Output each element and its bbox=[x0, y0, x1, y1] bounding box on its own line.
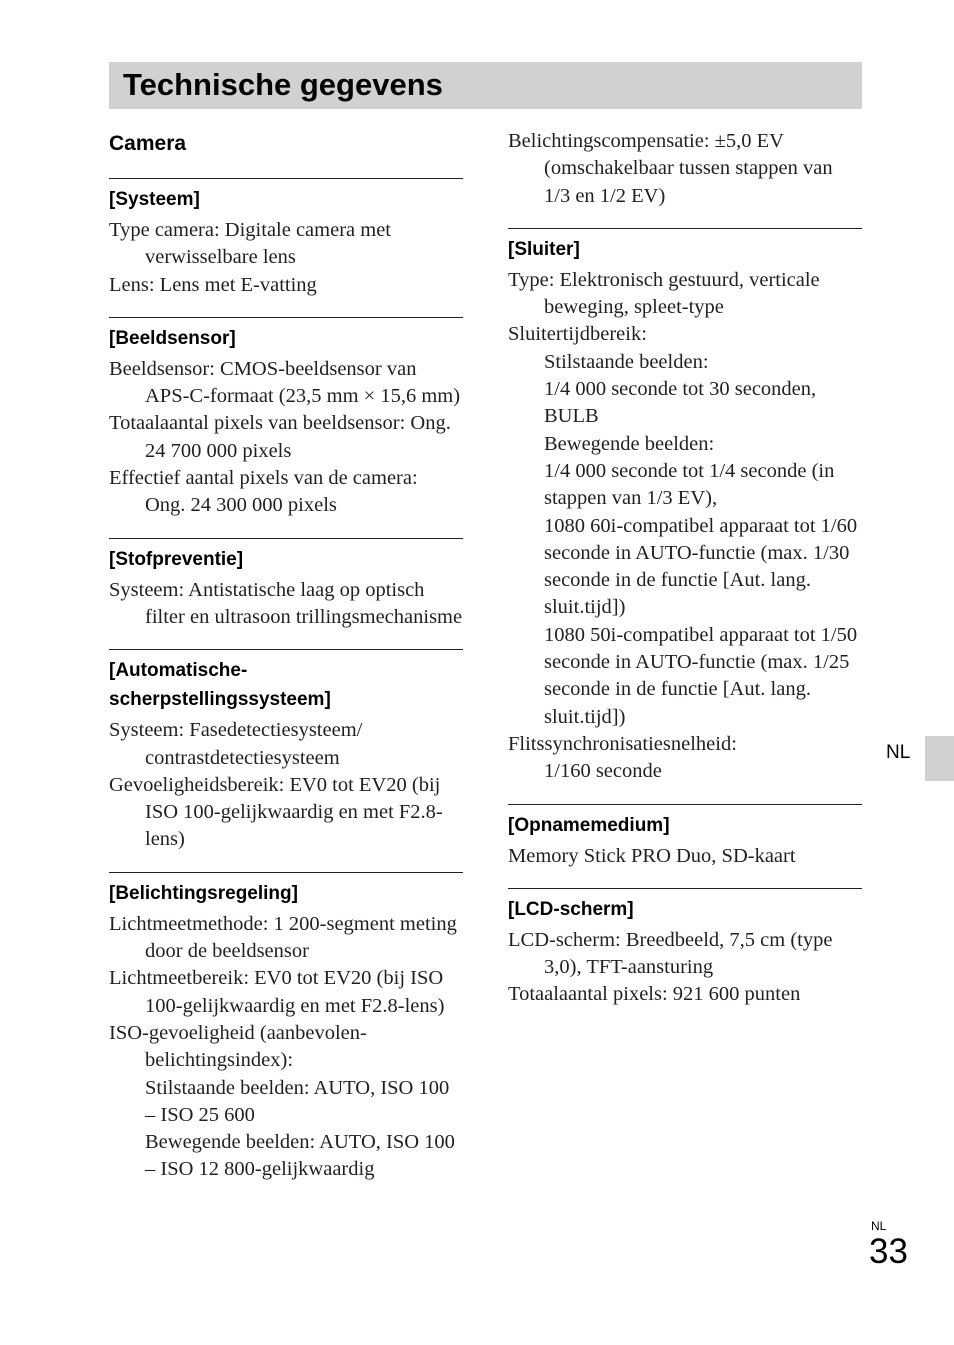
spec-section bbox=[109, 872, 463, 1184]
footer-language: NL bbox=[871, 1219, 887, 1233]
spec-subentry: Stilstaande beelden: bbox=[544, 350, 709, 373]
spec-entry-text: Lichtmeetbereik: EV0 tot EV20 (bij ISO 100-gelijkwaardig en met F2.8-lens) bbox=[109, 967, 445, 1017]
spec-entry bbox=[109, 911, 463, 966]
spec-entry bbox=[508, 267, 862, 322]
spec-entry-text: Type camera: Digitale camera met verwisselbare lens bbox=[109, 219, 391, 269]
spec-subentry: 1080 60i-compatibel apparaat tot 1/60 seconde in AUTO-functie (max. 1/30 seconde in de functie [Aut. lang. sluit.tijd]) bbox=[544, 514, 858, 619]
spec-subentry: Bewegende beelden: bbox=[544, 432, 715, 455]
section-title: [Stofpreventie] bbox=[109, 548, 244, 570]
right-sections bbox=[508, 228, 862, 1009]
spec-entry-text: LCD-scherm: Breedbeeld, 7,5 cm (type 3,0), TFT-aansturing bbox=[508, 928, 833, 979]
spec-entry-text: Gevoeligheidsbereik: EV0 tot EV20 (bij ISO 100-gelijkwaardig en met F2.8-lens) bbox=[109, 773, 443, 851]
right-lead-entries bbox=[508, 128, 862, 210]
language-tab-label: NL bbox=[886, 742, 911, 763]
spec-entry-text: Totaalaantal pixels van beeldsensor: Ong. 24 700 000 pixels bbox=[109, 412, 451, 462]
section-title: [Automatische-scherpstellingssysteem] bbox=[109, 660, 331, 711]
spec-subentry: 1/4 000 seconde tot 30 seconden, BULB bbox=[544, 378, 817, 428]
spec-entry bbox=[508, 731, 862, 786]
left-sections bbox=[109, 178, 463, 1184]
spec-subentry: Stilstaande beelden: AUTO, ISO 100 – ISO 25 600 bbox=[145, 1076, 450, 1126]
spec-subentry: Bewegende beelden: AUTO, ISO 100 – ISO 12 800-gelijkwaardig bbox=[145, 1131, 455, 1181]
spec-entry bbox=[109, 272, 463, 299]
spec-entry bbox=[109, 772, 463, 854]
spec-entry-text: Totaalaantal pixels: 921 600 punten bbox=[508, 983, 801, 1006]
spec-entry-text: ISO-gevoeligheid (aanbevolen-belichtingsindex): bbox=[109, 1021, 367, 1072]
page-number: 33 bbox=[869, 1232, 908, 1271]
section-title: [Beeldsensor] bbox=[109, 327, 236, 349]
spec-entry bbox=[508, 927, 862, 982]
spec-entry bbox=[109, 965, 463, 1020]
spec-entry-text: Memory Stick PRO Duo, SD-kaart bbox=[508, 844, 796, 867]
spec-subentry: 1/4 000 seconde tot 1/4 seconde (in stappen van 1/3 EV), bbox=[544, 459, 835, 510]
spec-entry bbox=[109, 410, 463, 465]
title-bar bbox=[109, 62, 862, 109]
spec-entry bbox=[508, 321, 862, 730]
section-title: [Sluiter] bbox=[508, 238, 580, 260]
spec-section bbox=[508, 228, 862, 786]
spec-subentry: 1/160 seconde bbox=[544, 760, 662, 783]
language-tab bbox=[925, 736, 954, 781]
spec-entry bbox=[508, 843, 862, 870]
spec-entry bbox=[109, 577, 463, 632]
section-title: [Opnamemedium] bbox=[508, 814, 670, 836]
spec-entry bbox=[109, 717, 463, 772]
spec-section bbox=[508, 888, 862, 1009]
page-title: Technische gegevens bbox=[123, 67, 443, 102]
spec-subentry: 1080 50i-compatibel apparaat tot 1/50 seconde in AUTO-functie (max. 1/25 seconde in de functie [Aut. lang. sluit.tijd]) bbox=[544, 623, 858, 728]
spec-entry-text: Effectief aantal pixels van de camera: Ong. 24 300 000 pixels bbox=[109, 467, 418, 517]
spec-entry-text: Flitssynchronisatiesnelheid: bbox=[508, 732, 737, 755]
spec-entry bbox=[109, 465, 463, 520]
spec-section bbox=[109, 538, 463, 632]
spec-entry-text: Systeem: Antistatische laag op optisch filter en ultrasoon trillingsmechanisme bbox=[109, 578, 463, 628]
left-column bbox=[109, 128, 463, 1202]
section-title: [Systeem] bbox=[109, 189, 200, 210]
spec-section bbox=[508, 804, 862, 870]
section-title: [Belichtingsregeling] bbox=[109, 882, 298, 904]
spec-entry-text: Lens: Lens met E-vatting bbox=[109, 273, 317, 296]
spec-section bbox=[109, 178, 463, 299]
spec-entry bbox=[508, 981, 862, 1008]
spec-entry-text: Type: Elektronisch gestuurd, verticale beweging, spleet-type bbox=[508, 268, 820, 319]
spec-section bbox=[109, 649, 463, 853]
spec-entry bbox=[508, 128, 862, 210]
spec-entry-text: Systeem: Fasedetectiesysteem/ contrastdetectiesysteem bbox=[109, 719, 363, 769]
spec-entry bbox=[109, 356, 463, 411]
spec-entry-text: Lichtmeetmethode: 1 200-segment meting door de beeldsensor bbox=[109, 912, 457, 963]
right-column bbox=[508, 128, 862, 1027]
spec-section bbox=[109, 317, 463, 520]
spec-entry bbox=[109, 1020, 463, 1184]
spec-entry-text: Beeldsensor: CMOS-beeldsensor van APS-C-formaat (23,5 mm × 15,6 mm) bbox=[109, 357, 461, 408]
spec-entry-text: Sluitertijdbereik: bbox=[508, 323, 647, 346]
spec-entry-text: Belichtingscompensatie: ±5,0 EV (omschakelbaar tussen stappen van 1/3 en 1/2 EV) bbox=[508, 130, 833, 207]
section-title: [LCD-scherm] bbox=[508, 898, 634, 920]
spec-entry bbox=[109, 217, 463, 272]
camera-heading: Camera bbox=[109, 132, 187, 155]
